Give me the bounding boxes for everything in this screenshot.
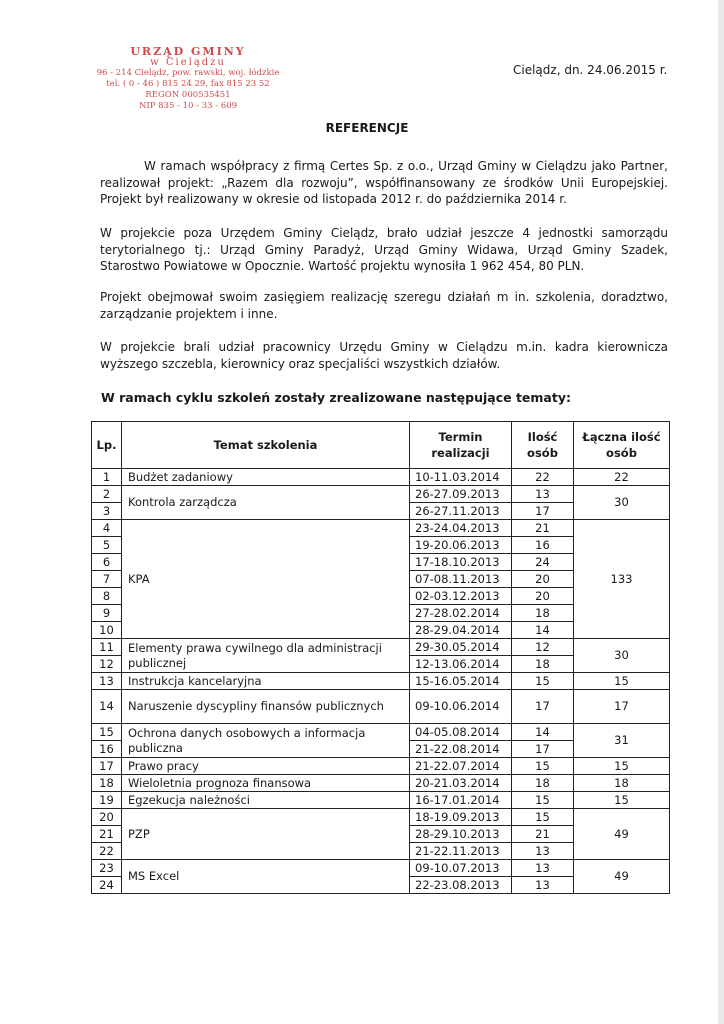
table-row	[92, 860, 670, 877]
row-number: 20	[92, 809, 122, 826]
total-cell: 15	[574, 673, 670, 690]
row-number: 2	[92, 486, 122, 503]
topic-cell: Wieloletnia prognoza finansowa	[122, 775, 410, 792]
document-date: Cielądz, dn. 24.06.2015 r.	[513, 63, 668, 77]
date-cell: 22-23.08.2013	[410, 877, 512, 894]
topic-cell: Prawo pracy	[122, 758, 410, 775]
table-row	[92, 673, 670, 690]
total-cell: 15	[574, 758, 670, 775]
count-cell: 15	[512, 809, 574, 826]
topic-cell: PZP	[122, 809, 410, 860]
total-cell: 49	[574, 809, 670, 860]
row-number: 10	[92, 622, 122, 639]
count-cell: 16	[512, 537, 574, 554]
count-cell: 12	[512, 639, 574, 656]
count-cell: 15	[512, 792, 574, 809]
row-number: 4	[92, 520, 122, 537]
header-count: Ilość osób	[512, 422, 574, 469]
topic-cell: MS Excel	[122, 860, 410, 894]
count-cell: 17	[512, 741, 574, 758]
date-cell: 28-29.10.2013	[410, 826, 512, 843]
table-row	[92, 792, 670, 809]
table-row	[92, 639, 670, 656]
count-cell: 20	[512, 588, 574, 605]
row-number: 19	[92, 792, 122, 809]
total-cell: 18	[574, 775, 670, 792]
topic-cell: Kontrola zarządcza	[122, 486, 410, 520]
row-number: 11	[92, 639, 122, 656]
date-cell: 28-29.04.2014	[410, 622, 512, 639]
row-number: 23	[92, 860, 122, 877]
row-number: 22	[92, 843, 122, 860]
total-cell: 30	[574, 486, 670, 520]
date-cell: 09-10.06.2014	[410, 690, 512, 724]
total-cell: 31	[574, 724, 670, 758]
row-number: 3	[92, 503, 122, 520]
topic-cell: Budżet zadaniowy	[122, 469, 410, 486]
count-cell: 15	[512, 758, 574, 775]
header-topic: Temat szkolenia	[122, 422, 410, 469]
count-cell: 18	[512, 656, 574, 673]
count-cell: 13	[512, 843, 574, 860]
table-intro: W ramach cyklu szkoleń zostały zrealizowane następujące tematy:	[101, 390, 571, 405]
count-cell: 14	[512, 622, 574, 639]
table-row	[92, 520, 670, 537]
count-cell: 21	[512, 520, 574, 537]
paragraph-1-text: W ramach współpracy z firmą Certes Sp. z o.o., Urząd Gminy w Cielądzu jako Partner, realizował projekt: „Razem dla rozwoju”, współfinansowany ze środków Unii Europejskiej. Projekt był realizowany w okresie od listopada 2012 r. do października 2014 r.	[100, 159, 668, 206]
stamp-line-5: REGON 000535451	[145, 90, 231, 100]
count-cell: 21	[512, 826, 574, 843]
count-cell: 24	[512, 554, 574, 571]
stamp-line-3: 96 - 214 Cielądz, pow. rawski, woj. łódzkie	[96, 68, 280, 78]
table-row	[92, 775, 670, 792]
topic-cell: Egzekucja należności	[122, 792, 410, 809]
office-stamp	[88, 46, 288, 112]
date-cell: 27-28.02.2014	[410, 605, 512, 622]
row-number: 12	[92, 656, 122, 673]
topic-cell: Naruszenie dyscypliny finansów publicznych	[122, 690, 410, 724]
row-number: 15	[92, 724, 122, 741]
date-cell: 21-22.11.2013	[410, 843, 512, 860]
total-cell: 133	[574, 520, 670, 639]
count-cell: 22	[512, 469, 574, 486]
table-row	[92, 724, 670, 741]
row-number: 18	[92, 775, 122, 792]
topic-cell: Elementy prawa cywilnego dla administracji publicznej	[122, 639, 410, 673]
stamp-line-4: tel. ( 0 - 46 ) 815 24 29, fax 815 23 52	[106, 79, 270, 89]
scan-edge	[718, 0, 724, 1024]
table-row	[92, 809, 670, 826]
row-number: 14	[92, 690, 122, 724]
row-number: 17	[92, 758, 122, 775]
topic-cell: Ochrona danych osobowych a informacja publiczna	[122, 724, 410, 758]
date-cell: 10-11.03.2014	[410, 469, 512, 486]
paragraph-1	[100, 158, 668, 208]
topic-cell: Instrukcja kancelaryjna	[122, 673, 410, 690]
date-cell: 21-22.07.2014	[410, 758, 512, 775]
date-cell: 15-16.05.2014	[410, 673, 512, 690]
stamp-line-2: w Cielądzu	[150, 57, 226, 68]
date-cell: 26-27.09.2013	[410, 486, 512, 503]
date-cell: 23-24.04.2013	[410, 520, 512, 537]
training-table	[91, 421, 670, 894]
count-cell: 13	[512, 486, 574, 503]
count-cell: 17	[512, 690, 574, 724]
table-row	[92, 469, 670, 486]
stamp-line-1: URZĄD GMINY	[130, 45, 246, 58]
count-cell: 20	[512, 571, 574, 588]
paragraph-3: Projekt obejmował swoim zasięgiem realizację szeregu działań m in. szkolenia, doradztwo, zarządzanie projektem i inne.	[100, 290, 668, 321]
date-cell: 21-22.08.2014	[410, 741, 512, 758]
row-number: 5	[92, 537, 122, 554]
paragraph-4: W projekcie brali udział pracownicy Urzędu Gminy w Cielądzu m.in. kadra kierownicza wyższego szczebla, kierownicy oraz specjaliści wszystkich działów.	[100, 340, 668, 371]
table-row	[92, 690, 670, 724]
header-total: Łączna ilość osób	[574, 422, 670, 469]
date-cell: 26-27.11.2013	[410, 503, 512, 520]
date-cell: 29-30.05.2014	[410, 639, 512, 656]
row-number: 16	[92, 741, 122, 758]
count-cell: 18	[512, 605, 574, 622]
count-cell: 18	[512, 775, 574, 792]
date-cell: 12-13.06.2014	[410, 656, 512, 673]
date-cell: 16-17.01.2014	[410, 792, 512, 809]
table-header-row	[92, 422, 670, 469]
date-cell: 19-20.06.2013	[410, 537, 512, 554]
document-title-text: REFERENCJE	[325, 121, 409, 135]
row-number: 24	[92, 877, 122, 894]
document-title	[0, 121, 724, 135]
count-cell: 13	[512, 860, 574, 877]
row-number: 13	[92, 673, 122, 690]
row-number: 21	[92, 826, 122, 843]
total-cell: 49	[574, 860, 670, 894]
total-cell: 15	[574, 792, 670, 809]
stamp-line-6: NIP 835 - 10 - 33 - 609	[138, 101, 238, 111]
row-number: 9	[92, 605, 122, 622]
row-number: 8	[92, 588, 122, 605]
row-number: 7	[92, 571, 122, 588]
count-cell: 13	[512, 877, 574, 894]
count-cell: 15	[512, 673, 574, 690]
date-cell: 17-18.10.2013	[410, 554, 512, 571]
total-cell: 22	[574, 469, 670, 486]
count-cell: 14	[512, 724, 574, 741]
header-lp: Lp.	[92, 422, 122, 469]
date-cell: 04-05.08.2014	[410, 724, 512, 741]
paragraph-2: W projekcie poza Urzędem Gminy Cielądz, brało udział jeszcze 4 jednostki samorządu terytorialnego tj.: Urząd Gminy Paradyż, Urząd Gminy Widawa, Urząd Gminy Szadek, Starostwo Powiatowe w Opocznie. Wartość projektu wynosiła 1 962 454, 80 PLN.	[100, 226, 668, 273]
count-cell: 17	[512, 503, 574, 520]
date-cell: 09-10.07.2013	[410, 860, 512, 877]
header-term: Termin realizacji	[410, 422, 512, 469]
date-cell: 02-03.12.2013	[410, 588, 512, 605]
table-row	[92, 758, 670, 775]
total-cell: 30	[574, 639, 670, 673]
topic-cell: KPA	[122, 520, 410, 639]
total-cell: 17	[574, 690, 670, 724]
table-row	[92, 486, 670, 503]
row-number: 6	[92, 554, 122, 571]
date-cell: 20-21.03.2014	[410, 775, 512, 792]
row-number: 1	[92, 469, 122, 486]
date-cell: 18-19.09.2013	[410, 809, 512, 826]
date-cell: 07-08.11.2013	[410, 571, 512, 588]
